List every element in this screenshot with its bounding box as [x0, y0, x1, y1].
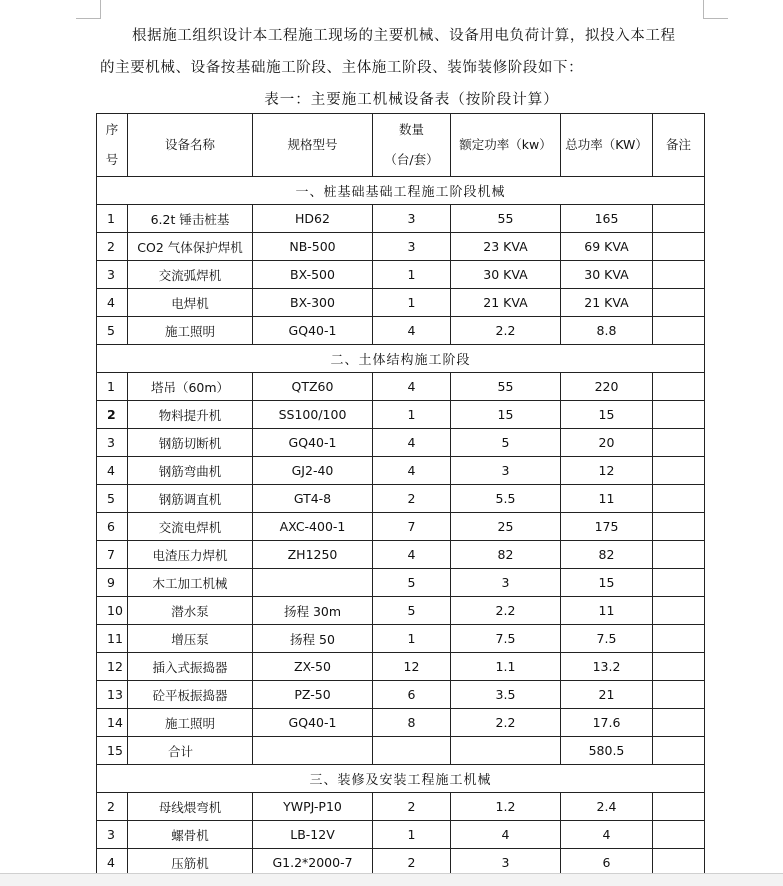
cell-qty: 3: [373, 205, 451, 233]
table-row: [97, 709, 705, 737]
table-row: [97, 401, 705, 429]
header-note: 备注: [653, 114, 705, 177]
table-row: [97, 653, 705, 681]
cell-total-power: 21: [561, 681, 653, 709]
header-rated-power: 额定功率（kw）: [451, 114, 561, 177]
cell-index: 5: [97, 485, 128, 513]
page-margin-mark-right: [703, 0, 728, 19]
cell-rated-power: 7.5: [451, 625, 561, 653]
cell-qty: 12: [373, 653, 451, 681]
cell-rated-power: 1.1: [451, 653, 561, 681]
cell-qty: 2: [373, 849, 451, 877]
cell-total-power: 11: [561, 485, 653, 513]
cell-index: 9: [97, 569, 128, 597]
cell-note: [653, 821, 705, 849]
header-qty: 数量 （台/套）: [373, 114, 451, 177]
cell-rated-power: 2.2: [451, 597, 561, 625]
cell-qty: 4: [373, 317, 451, 345]
cell-index: 1: [97, 205, 128, 233]
cell-rated-power: 3.5: [451, 681, 561, 709]
table-total-row: [97, 737, 705, 765]
table-row: [97, 541, 705, 569]
table-row: [97, 681, 705, 709]
cell-total-power: 4: [561, 821, 653, 849]
cell-name: 砼平板振捣器: [128, 681, 253, 709]
intro-line-1: 根据施工组织设计本工程施工现场的主要机械、设备用电负荷计算，拟投入本工程: [132, 28, 676, 44]
cell-rated-power: 55: [451, 205, 561, 233]
cell-index: 6: [97, 513, 128, 541]
cell-qty: 2: [373, 793, 451, 821]
cell-rated-power: 25: [451, 513, 561, 541]
cell-total-power: 30 KVA: [561, 261, 653, 289]
cell-total-power: 17.6: [561, 709, 653, 737]
cell-total-power: 20: [561, 429, 653, 457]
cell-note: [653, 429, 705, 457]
cell-index: 10: [97, 597, 128, 625]
bottom-toolbar-strip: [0, 873, 783, 886]
cell-rated-power: 82: [451, 541, 561, 569]
cell-qty: 1: [373, 289, 451, 317]
cell-model: QTZ60: [253, 373, 373, 401]
table-row: [97, 317, 705, 345]
cell-index: 3: [97, 261, 128, 289]
cell-model: GJ2-40: [253, 457, 373, 485]
table-row: [97, 261, 705, 289]
cell-name: 电渣压力焊机: [128, 541, 253, 569]
table-row: [97, 625, 705, 653]
cell-total-power: 7.5: [561, 625, 653, 653]
cell-model: BX-300: [253, 289, 373, 317]
section-row: [97, 765, 705, 793]
cell-total-power: 69 KVA: [561, 233, 653, 261]
cell-model: GQ40-1: [253, 317, 373, 345]
cell-total-power: 175: [561, 513, 653, 541]
cell-name: 塔吊（60m）: [128, 373, 253, 401]
cell-model: [253, 569, 373, 597]
cell-qty: 4: [373, 457, 451, 485]
cell-model: G1.2*2000-7: [253, 849, 373, 877]
section-title: 二、土体结构施工阶段: [97, 345, 705, 373]
cell-index: 13: [97, 681, 128, 709]
cell-rated-power: [451, 737, 561, 765]
cell-name: 螺骨机: [128, 821, 253, 849]
section-title: 三、装修及安装工程施工机械: [97, 765, 705, 793]
cell-qty: 4: [373, 541, 451, 569]
intro-line-2: 的主要机械、设备按基础施工阶段、主体施工阶段、装饰装修阶段如下：: [100, 60, 584, 76]
equipment-table: [96, 113, 705, 877]
cell-note: [653, 709, 705, 737]
cell-note: [653, 513, 705, 541]
cell-name: 钢筋调直机: [128, 485, 253, 513]
cell-note: [653, 261, 705, 289]
header-total-power: 总功率（KW）: [561, 114, 653, 177]
cell-rated-power: 23 KVA: [451, 233, 561, 261]
cell-rated-power: 4: [451, 821, 561, 849]
cell-rated-power: 55: [451, 373, 561, 401]
cell-index: 14: [97, 709, 128, 737]
cell-note: [653, 457, 705, 485]
cell-model: YWPJ-P10: [253, 793, 373, 821]
cell-note: [653, 625, 705, 653]
cell-qty: 1: [373, 401, 451, 429]
header-name: 设备名称: [128, 114, 253, 177]
cell-name: 合计: [128, 737, 253, 765]
cell-index: 7: [97, 541, 128, 569]
cell-name: 施工照明: [128, 709, 253, 737]
table-row: [97, 429, 705, 457]
cell-rated-power: 15: [451, 401, 561, 429]
cell-model: PZ-50: [253, 681, 373, 709]
cell-total-power: 12: [561, 457, 653, 485]
header-model: 规格型号: [253, 114, 373, 177]
cell-name: 增压泵: [128, 625, 253, 653]
cell-index: 1: [97, 373, 128, 401]
cell-total-power: 21 KVA: [561, 289, 653, 317]
cell-model: NB-500: [253, 233, 373, 261]
table-row: [97, 569, 705, 597]
cell-name: 压筋机: [128, 849, 253, 877]
table-row: [97, 457, 705, 485]
cell-qty: 4: [373, 373, 451, 401]
cell-total-power: 82: [561, 541, 653, 569]
cell-name: CO2 气体保护焊机: [128, 233, 253, 261]
cell-name: 施工照明: [128, 317, 253, 345]
cell-model: SS100/100: [253, 401, 373, 429]
cell-qty: 1: [373, 261, 451, 289]
cell-qty: 8: [373, 709, 451, 737]
cell-total-power: 580.5: [561, 737, 653, 765]
cell-model: HD62: [253, 205, 373, 233]
cell-index: 12: [97, 653, 128, 681]
cell-note: [653, 317, 705, 345]
cell-name: 物料提升机: [128, 401, 253, 429]
cell-name: 6.2t 锤击桩基: [128, 205, 253, 233]
cell-model: GT4-8: [253, 485, 373, 513]
cell-total-power: 220: [561, 373, 653, 401]
cell-index: 4: [97, 457, 128, 485]
cell-index: 4: [97, 289, 128, 317]
table-caption-text: 表一：主要施工机械设备表（按阶段计算）: [264, 92, 559, 108]
cell-qty: [373, 737, 451, 765]
cell-qty: 1: [373, 821, 451, 849]
cell-note: [653, 597, 705, 625]
cell-name: 潜水泵: [128, 597, 253, 625]
cell-qty: 4: [373, 429, 451, 457]
table-row: [97, 289, 705, 317]
cell-index: 3: [97, 429, 128, 457]
table-row: [97, 821, 705, 849]
cell-qty: 7: [373, 513, 451, 541]
table-header-row: [97, 114, 705, 177]
cell-model: AXC-400-1: [253, 513, 373, 541]
section-row: [97, 345, 705, 373]
cell-rated-power: 3: [451, 849, 561, 877]
cell-rated-power: 2.2: [451, 317, 561, 345]
cell-qty: 1: [373, 625, 451, 653]
cell-note: [653, 485, 705, 513]
cell-model: [253, 737, 373, 765]
cell-name: 木工加工机械: [128, 569, 253, 597]
cell-model: 扬程 50: [253, 625, 373, 653]
cell-model: LB-12V: [253, 821, 373, 849]
cell-index: 2: [97, 401, 128, 429]
cell-rated-power: 2.2: [451, 709, 561, 737]
cell-rated-power: 3: [451, 457, 561, 485]
cell-total-power: 15: [561, 569, 653, 597]
cell-note: [653, 541, 705, 569]
table-row: [97, 373, 705, 401]
cell-index: 4: [97, 849, 128, 877]
cell-index: 3: [97, 821, 128, 849]
cell-name: 钢筋弯曲机: [128, 457, 253, 485]
cell-index: 2: [97, 793, 128, 821]
cell-note: [653, 737, 705, 765]
cell-model: 扬程 30m: [253, 597, 373, 625]
cell-name: 交流电焊机: [128, 513, 253, 541]
cell-total-power: 11: [561, 597, 653, 625]
cell-name: 母线煨弯机: [128, 793, 253, 821]
cell-note: [653, 681, 705, 709]
cell-total-power: 15: [561, 401, 653, 429]
cell-total-power: 8.8: [561, 317, 653, 345]
cell-total-power: 2.4: [561, 793, 653, 821]
table-caption: [0, 88, 783, 109]
cell-note: [653, 205, 705, 233]
cell-note: [653, 373, 705, 401]
cell-note: [653, 569, 705, 597]
cell-rated-power: 5.5: [451, 485, 561, 513]
cell-total-power: 13.2: [561, 653, 653, 681]
cell-qty: 3: [373, 233, 451, 261]
cell-total-power: 165: [561, 205, 653, 233]
cell-name: 钢筋切断机: [128, 429, 253, 457]
section-row: [97, 177, 705, 205]
cell-note: [653, 653, 705, 681]
table-row: [97, 793, 705, 821]
table-row: [97, 205, 705, 233]
cell-index: 5: [97, 317, 128, 345]
cell-total-power: 6: [561, 849, 653, 877]
cell-qty: 2: [373, 485, 451, 513]
cell-qty: 6: [373, 681, 451, 709]
cell-model: ZH1250: [253, 541, 373, 569]
cell-note: [653, 289, 705, 317]
cell-rated-power: 3: [451, 569, 561, 597]
cell-rated-power: 30 KVA: [451, 261, 561, 289]
cell-qty: 5: [373, 597, 451, 625]
cell-name: 交流弧焊机: [128, 261, 253, 289]
section-title: 一、桩基础基础工程施工阶段机械: [97, 177, 705, 205]
cell-rated-power: 1.2: [451, 793, 561, 821]
cell-index: 15: [97, 737, 128, 765]
table-row: [97, 485, 705, 513]
cell-model: GQ40-1: [253, 709, 373, 737]
cell-model: ZX-50: [253, 653, 373, 681]
cell-name: 电焊机: [128, 289, 253, 317]
cell-rated-power: 5: [451, 429, 561, 457]
cell-note: [653, 233, 705, 261]
cell-note: [653, 793, 705, 821]
cell-index: 11: [97, 625, 128, 653]
page-margin-mark-left: [76, 0, 101, 19]
cell-rated-power: 21 KVA: [451, 289, 561, 317]
table-row: [97, 233, 705, 261]
cell-model: GQ40-1: [253, 429, 373, 457]
cell-note: [653, 401, 705, 429]
table-row: [97, 513, 705, 541]
table-row: [97, 597, 705, 625]
cell-name: 插入式振捣器: [128, 653, 253, 681]
cell-model: BX-500: [253, 261, 373, 289]
header-index: 序 号: [97, 114, 128, 177]
cell-qty: 5: [373, 569, 451, 597]
cell-index: 2: [97, 233, 128, 261]
